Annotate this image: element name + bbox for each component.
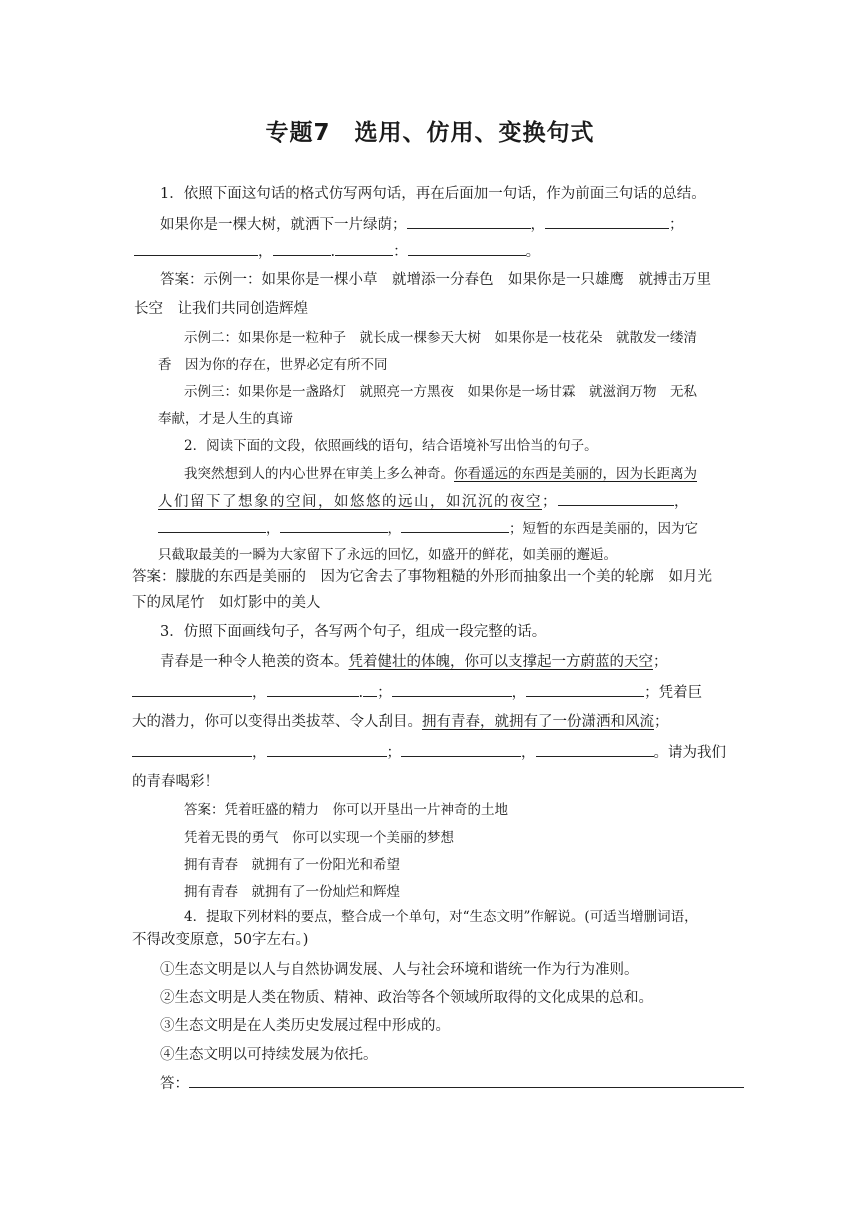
q2-stem: 2．阅读下面的文段，依照画线的语句，结合语境补写出恰当的句子。 xyxy=(184,438,598,454)
answer-blank[interactable] xyxy=(408,241,526,256)
underlined-sentence: 人们留下了想象的空间，如悠悠的远山，如沉沉的夜空 xyxy=(158,494,542,510)
q3-paragraph-line: 青春是一种令人艳羡的资本。凭着健壮的体魄，你可以支撑起一方蔚蓝的天空； xyxy=(160,654,668,670)
q3-blank-line: ， ； ， 。请为我们 xyxy=(132,742,726,763)
q1-example-sentence: 如果你是一棵大树，就洒下一片绿荫； xyxy=(160,217,407,233)
q3-answer-line: 拥有青春 就拥有了一份灿烂和辉煌 xyxy=(184,884,400,900)
answer-blank[interactable] xyxy=(273,241,331,256)
q4-stem-line: 不得改变原意，50字左右。) xyxy=(132,932,309,948)
q2-answer-line: 答案：朦胧的东西是美丽的 因为它舍去了事物粗糙的外形而抽象出一个美的轮廓 如月光 xyxy=(132,569,712,585)
answer-blank[interactable] xyxy=(558,491,674,506)
answer-blank[interactable] xyxy=(526,682,644,697)
q4-material-item: ③生态文明是在人类历史发展过程中形成的。 xyxy=(160,1018,450,1034)
answer-blank[interactable] xyxy=(189,1073,744,1088)
q1-answer-line: 答案：示例一：如果你是一棵小草 就增添一分春色 如果你是一只雄鹰 就搏击万里 xyxy=(160,272,711,288)
q3-blank-line: ， . ； ， ；凭着巨 xyxy=(132,682,702,703)
q4-material-item: ②生态文明是人类在物质、精神、政治等各个领域所取得的文化成果的总和。 xyxy=(160,990,653,1006)
q1-answer-line: 奉献，才是人生的真谛 xyxy=(158,411,293,427)
q4-answer-line xyxy=(160,1073,744,1094)
q2-paragraph-line: 只截取最美的一瞬为大家留下了永远的回忆，如盛开的鲜花，如美丽的邂逅。 xyxy=(158,547,617,563)
answer-blank[interactable] xyxy=(407,214,531,229)
answer-blank[interactable] xyxy=(401,742,521,757)
q2-paragraph-line: ， ， ；短暂的东西是美丽的，因为它 xyxy=(158,518,698,539)
answer-blank[interactable] xyxy=(132,742,252,757)
q3-answer-line: 答案：凭着旺盛的精力 你可以开垦出一片神奇的土地 xyxy=(184,802,508,818)
underlined-sentence: 你看遥远的东西是美丽的，因为长距离为 xyxy=(454,466,697,482)
answer-blank[interactable] xyxy=(267,682,359,697)
q2-answer-line: 下的凤尾竹 如灯影中的美人 xyxy=(132,595,321,611)
q1-answer-line: 示例二：如果你是一粒种子 就长成一棵参天大树 如果你是一枝花朵 就散发一缕清 xyxy=(184,330,697,346)
answer-blank[interactable] xyxy=(536,742,654,757)
q1-answer-line: 示例三：如果你是一盏路灯 就照亮一方黑夜 如果你是一场甘霖 就滋润万物 无私 xyxy=(184,384,697,400)
answer-blank[interactable] xyxy=(545,214,669,229)
q4-material-item: ①生态文明是以人与自然协调发展、人与社会环境和谐统一作为行为准则。 xyxy=(160,962,639,978)
q3-answer-line: 凭着无畏的勇气 你可以实现一个美丽的梦想 xyxy=(184,830,454,846)
q2-paragraph-line: 我突然想到人的内心世界在审美上多么神奇。你看遥远的东西是美丽的，因为长距离为 xyxy=(184,466,697,482)
q1-example-line: 如果你是一棵大树，就洒下一片绿荫； ， ； xyxy=(160,214,684,235)
answer-blank[interactable] xyxy=(267,742,387,757)
answer-blank[interactable] xyxy=(335,241,393,256)
q4-material-item: ④生态文明以可持续发展为依托。 xyxy=(160,1047,378,1063)
q3-stem: 3．仿照下面画线句子，各写两个句子，组成一段完整的话。 xyxy=(160,624,547,640)
answer-blank[interactable] xyxy=(363,682,377,697)
answer-blank[interactable] xyxy=(134,241,258,256)
q2-paragraph-line: 人们留下了想象的空间，如悠悠的远山，如沉沉的夜空； ， xyxy=(158,491,690,512)
answer-blank[interactable] xyxy=(392,682,512,697)
q3-answer-line: 拥有青春 就拥有了一份阳光和希望 xyxy=(184,857,400,873)
q1-answer-line: 长空 让我们共同创造辉煌 xyxy=(134,301,308,317)
answer-blank[interactable] xyxy=(401,518,509,533)
page-title: 专题7 选用、仿用、变换句式 xyxy=(265,120,595,146)
q3-paragraph-line: 大的潜力，你可以变得出类拔萃、令人刮目。拥有青春，就拥有了一份潇洒和风流； xyxy=(132,714,669,730)
q4-stem-line: 4．提取下列材料的要点，整合成一个单句，对“生态文明”作解说。(可适当增删词语， xyxy=(184,909,698,925)
underlined-sentence: 凭着健壮的体魄，你可以支撑起一方蔚蓝的天空 xyxy=(348,654,653,670)
q1-answer-line: 香 因为你的存在，世界必定有所不同 xyxy=(158,357,388,373)
answer-blank[interactable] xyxy=(280,518,388,533)
answer-blank[interactable] xyxy=(132,682,252,697)
q3-paragraph-line: 的青春喝彩！ xyxy=(132,774,219,790)
q4-answer-label: 答： xyxy=(160,1076,189,1092)
underlined-sentence: 拥有青春，就拥有了一份潇洒和风流 xyxy=(422,714,654,730)
answer-blank[interactable] xyxy=(158,518,266,533)
q1-blank-line: ， . ： 。 xyxy=(134,241,540,262)
q1-stem: 1．依照下面这句话的格式仿写两句话，再在后面加一句话，作为前面三句话的总结。 xyxy=(160,186,706,202)
